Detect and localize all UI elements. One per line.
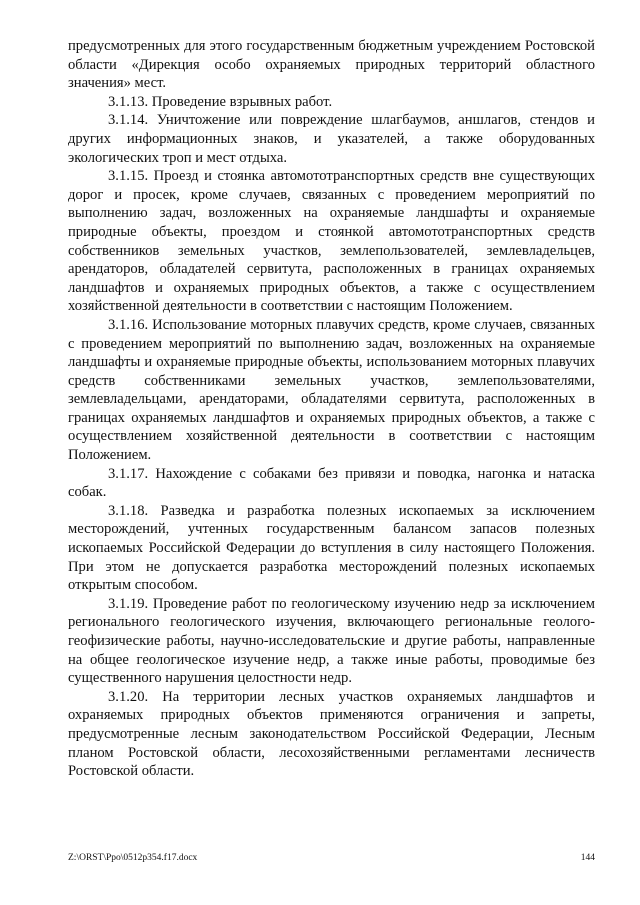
- clause-3-1-16: 3.1.16. Использование моторных плавучих средств, кроме случаев, связанных с проведением мероприятий по выполнению задач, возложенных на охраняемые ландшафты и охраняемые природные объекты, использованием моторных плавучих средств собственниками земельных участков, землепользователями, землевладельцами, арендаторами, обладателями сервитута, расположенных в границах охраняемых ландшафтов и охраняемых природных объектов, а также с осуществлением хозяйственной деятельности в соответствии с настоящим Положением.: [68, 316, 595, 464]
- clause-3-1-15: 3.1.15. Проезд и стоянка автомототранспортных средств вне существующих дорог и просек, кроме случаев, связанных с проведением мероприятий по выполнению задач, возложенных на охраняемые ландшафты и охраняемые природные объекты, проездом и стоянкой автомототранспортных средств собственников земельных участков, землепользователей, землевладельцев, арендаторов, обладателей сервитута, расположенных в границах охраняемых ландшафтов и охраняемых природных объектов, а также с осуществлением хозяйственной деятельности в соответствии с настоящим Положением.: [68, 168, 595, 315]
- page-number: 144: [580, 853, 595, 863]
- clause-3-1-17: 3.1.17. Нахождение с собаками без привязи и поводка, нагонка и натаска собак.: [68, 465, 595, 501]
- lead-paragraph: предусмотренных для этого государственным бюджетным учреждением Ростовской области «Дирекция особо охраняемых природных территорий областного значения» мест.: [68, 38, 595, 92]
- clause-3-1-14: 3.1.14. Уничтожение или повреждение шлагбаумов, аншлагов, стендов и других информационных знаков, и указателей, а также оборудованных экологических троп и мест отдыха.: [68, 112, 595, 166]
- document-body: [68, 37, 595, 781]
- page-footer: [68, 852, 595, 864]
- clause-3-1-19: 3.1.19. Проведение работ по геологическому изучению недр за исключением регионального геологического изучения, включающего региональные геолого-геофизические работы, научно-исследовательские и другие работы, направленные на общее геологическое изучение недр, а также иные работы, проводимые без существенного нарушения целостности недр.: [68, 595, 595, 687]
- clause-3-1-20: 3.1.20. На территории лесных участков охраняемых ландшафтов и охраняемых природных объектов применяются ограничения и запреты, предусмотренные лесным законодательством Российской Федерации, Лесным планом Ростовской области, лесохозяйственными регламентами лесничеств Ростовской области.: [68, 688, 595, 780]
- file-path: Z:\ORST\Ppo\0512p354.f17.docx: [68, 853, 198, 863]
- clause-3-1-13: 3.1.13. Проведение взрывных работ.: [108, 93, 333, 110]
- clause-3-1-18: 3.1.18. Разведка и разработка полезных ископаемых за исключением месторождений, учтенных государственным балансом запасов полезных ископаемых Российской Федерации до вступления в силу настоящего Положения. При этом не допускается разработка месторождений полезных ископаемых открытым способом.: [68, 502, 595, 594]
